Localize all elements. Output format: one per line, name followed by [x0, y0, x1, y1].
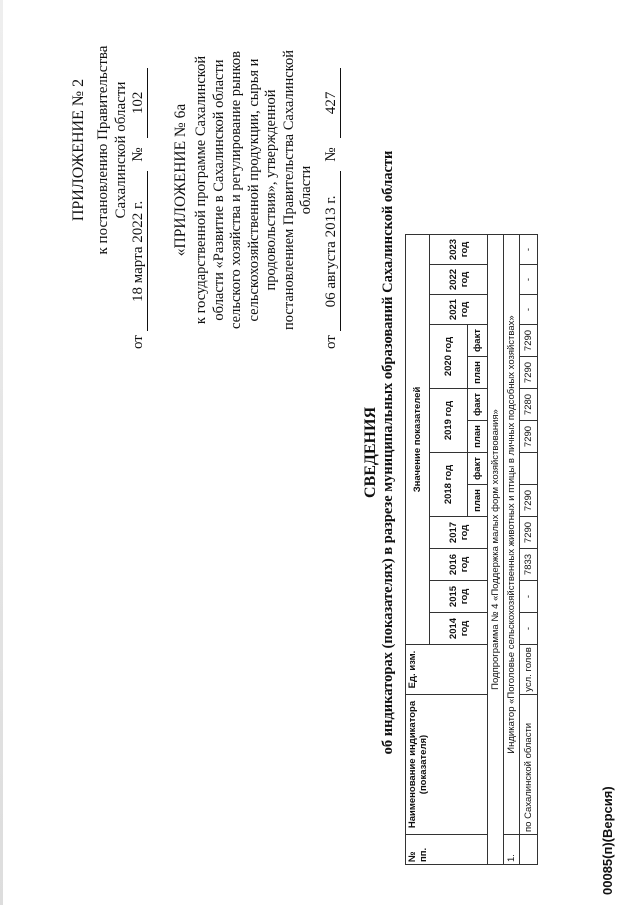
header-unit: Ед. изм. [406, 645, 488, 695]
header-year: 2017 год [430, 517, 488, 549]
appendix-number: 102 [131, 68, 148, 138]
header-year: 2014 год [430, 613, 488, 645]
appendix-date: 18 марта 2022 г. [131, 171, 148, 331]
program-line: сельскохозяйственной продукции, сырья и [245, 58, 262, 322]
empty-cell [520, 835, 538, 865]
appendix-title: ПРИЛОЖЕНИЕ № 2 [70, 78, 87, 222]
program-line: продовольствия», утвержденной [263, 89, 279, 291]
program-lines [193, 15, 316, 365]
program-num-label: № [323, 147, 339, 162]
header-year: 2023 год [430, 235, 488, 265]
header-fact: факт [468, 453, 488, 485]
value-cell [520, 453, 538, 485]
region-name: по Сахалинской области [520, 695, 538, 835]
unit-cell: усл. голов [520, 645, 538, 695]
indicator-row: Индикатор «Поголовье сельскохозяйственных животных и птицы в личных подсобных хозяйствах» [504, 235, 520, 835]
value-cell: 7290 [520, 421, 538, 453]
value-cell: - [520, 581, 538, 613]
header-name: Наименование индикатора (показателя) [406, 695, 488, 835]
value-cell: - [520, 295, 538, 325]
header-num: № пп. [406, 835, 488, 865]
header-year: 2016 год [430, 549, 488, 581]
program-line: области «Развитие в Сахалинской области [210, 59, 227, 321]
document-version: 00085(п)(Версия) [600, 786, 615, 895]
header-year: 2020 год [430, 325, 468, 389]
header-year: 2022 год [430, 265, 488, 295]
appendix-from-label: от [130, 335, 146, 349]
indicators-table [405, 234, 538, 865]
value-cell: 7280 [520, 389, 538, 421]
header-year: 2018 год [430, 453, 468, 517]
appendix-num-label: № [130, 147, 146, 162]
header-year: 2019 год [430, 389, 468, 453]
value-cell: - [520, 265, 538, 295]
program-title: «ПРИЛОЖЕНИЕ № 6а [172, 103, 189, 257]
value-cell: 7290 [520, 517, 538, 549]
header-year: 2015 год [430, 581, 488, 613]
header-values: Значение показателей [406, 235, 430, 645]
value-cell: 7290 [520, 325, 538, 357]
row-num: 1. [504, 835, 520, 865]
header-fact: факт [468, 325, 488, 357]
header-year: 2021 год [430, 295, 488, 325]
value-cell: 7290 [520, 357, 538, 389]
value-cell: - [520, 235, 538, 265]
value-cell: - [520, 613, 538, 645]
header-fact: факт [468, 389, 488, 421]
program-line: постановлением Правительства Сахалинской [280, 50, 297, 330]
program-line: к государственной программе Сахалинской [193, 55, 209, 325]
header-plan: план [468, 357, 488, 389]
document-title: СВЕДЕНИЯ [362, 406, 379, 499]
appendix-date-line [130, 19, 148, 349]
program-number: 427 [324, 68, 341, 138]
header-plan: план [468, 485, 488, 517]
value-cell: 7290 [520, 485, 538, 517]
program-date: 06 августа 2013 г. [324, 171, 341, 331]
value-cell: 7833 [520, 549, 538, 581]
appendix-line2: Сахалинской области [113, 81, 129, 219]
header-plan: план [468, 421, 488, 453]
appendix-line1: к постановлению Правительства [95, 45, 111, 255]
program-date-line [323, 19, 341, 349]
document-subtitle: об индикаторах (показателях) в разрезе муниципальных образований Сахалинской области [380, 150, 396, 755]
program-line: области [298, 165, 314, 215]
program-from-label: от [323, 335, 339, 349]
subprogram-row: Подпрограмма № 4 «Поддержка малых форм хозяйствования» [488, 235, 504, 865]
program-line: сельского хозяйства и регулирование рынков [228, 51, 244, 329]
